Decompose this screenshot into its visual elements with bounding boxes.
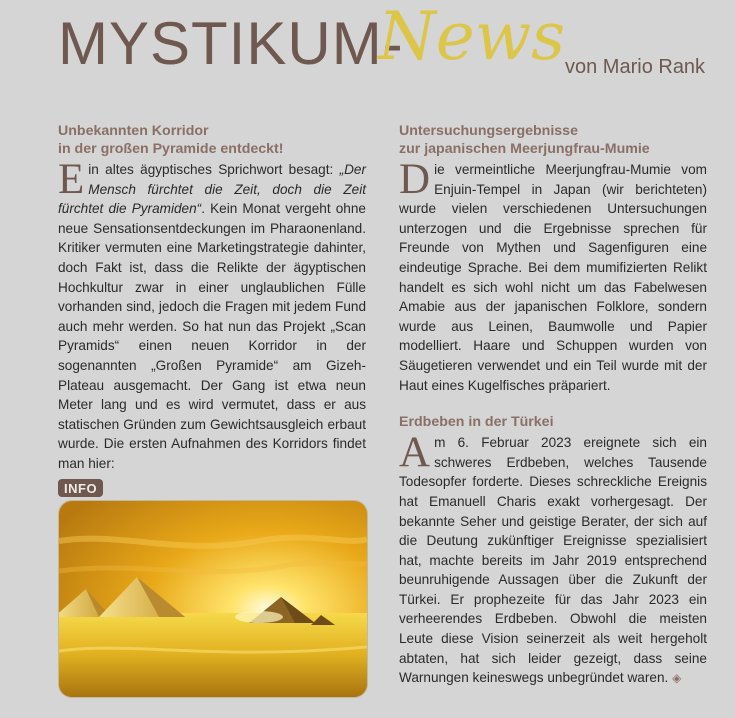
pyramids-photo xyxy=(58,500,368,698)
proverb-quote: „Der Mensch fürchtet die Zeit, doch die Zeit fürchtet die Pyramiden“ xyxy=(58,162,366,217)
article-earthquake xyxy=(399,413,707,689)
pyramids-illustration xyxy=(59,501,367,697)
headline-line-2: zur japanischen Meerjungfrau-Mumie xyxy=(399,141,650,157)
dropcap: A xyxy=(399,429,431,477)
article-mermaid-headline xyxy=(399,122,707,158)
lead-text: in altes ägyptisches Sprichwort besagt: xyxy=(88,162,340,177)
left-column xyxy=(58,122,366,498)
masthead-title: MYSTIKUM- xyxy=(58,10,404,77)
article-earthquake-headline: Erdbeben in der Türkei xyxy=(399,414,554,431)
masthead xyxy=(0,0,735,100)
dropcap: D xyxy=(399,156,431,203)
body-text: m 6. Februar 2023 ereignete sich ein schweres Erdbeben, welches Tausende Todesopfer forderte. Dieses schreckliche Ereignis hat Emanuell Charis exakt vorhergesagt. Der bekannte Seher und geistige Berater, der sich auf die Deutung zukünftiger Ereignisse spezialisiert hat, machte bereits im Jahr 2019 entsprechend beunruhigende Aussagen über die Zukunft der Türkei. Er prophezeite für das Jahr 2023 ein verheerendes Erdbeben. Obwohl die meisten Leute diese Vision seinerzeit als weit hergeholt abtaten, hat sich leider gezeigt, dass seine Warnungen keineswegs unbegründet waren. xyxy=(399,435,707,686)
article-pyramid-headline xyxy=(58,122,366,158)
article-earthquake-body xyxy=(399,429,707,689)
body-text: ie vermeintliche Meerjungfrau-Mumie vom Enjuin-Tempel in Japan (wir berichteten) wurde vielen verschiedenen Untersuchungen unterzogen und die Ergebnisse sprechen für Freunde von Mythen und Sagenfiguren eine eindeutige Sprache. Bei dem mumifizierten Relikt handelt es sich wohl nicht um das Fabelwesen Amabie aus der japanischen Folklore, sondern wurde aus Leinen, Baumwolle und Papier modelliert. Haare und Schuppen wurden von Säugetieren verwendet und ein Teil wurde mit der Haut eines Kugelfisches präpariert. xyxy=(399,162,707,393)
article-pyramid-body xyxy=(58,156,366,474)
headline-line-2: in der großen Pyramide entdeckt! xyxy=(58,141,284,157)
end-mark-icon: ◈ xyxy=(672,671,682,686)
right-column xyxy=(399,122,707,689)
headline-line-1: Untersuchungsergebnisse xyxy=(399,123,578,139)
masthead-news: News xyxy=(378,0,566,75)
article-mermaid-body xyxy=(399,156,707,395)
headline-line-1: Unbekannten Korridor xyxy=(58,123,209,139)
dropcap: E xyxy=(58,156,85,203)
author-byline: von Mario Rank xyxy=(565,56,706,78)
body-text: . Kein Monat vergeht ohne neue Sensationsentdeckungen im Pharaonenland. Kritiker vermuten eine Marketingstrategie dahinter, doch Fakt ist, dass die Relikte der ägyptischen Hochkultur zwar in einer unglaublichen Fülle vorhanden sind, jedoch die Fragen mit jedem Fund auch mehr werden. So hat nun das Projekt „Scan Pyramids“ einen neuen Korridor in der sogenannten „Großen Pyramide“ am Gizeh-Plateau ausgemacht. Der Gang ist etwa neun Meter lang und es wird vermutet, dass er aus statischen Gründen zum Gewichtsausgleich erbaut wurde. Die ersten Aufnahmen des Korridors findet man hier: xyxy=(58,201,366,471)
info-link-button[interactable]: INFO xyxy=(58,479,103,497)
